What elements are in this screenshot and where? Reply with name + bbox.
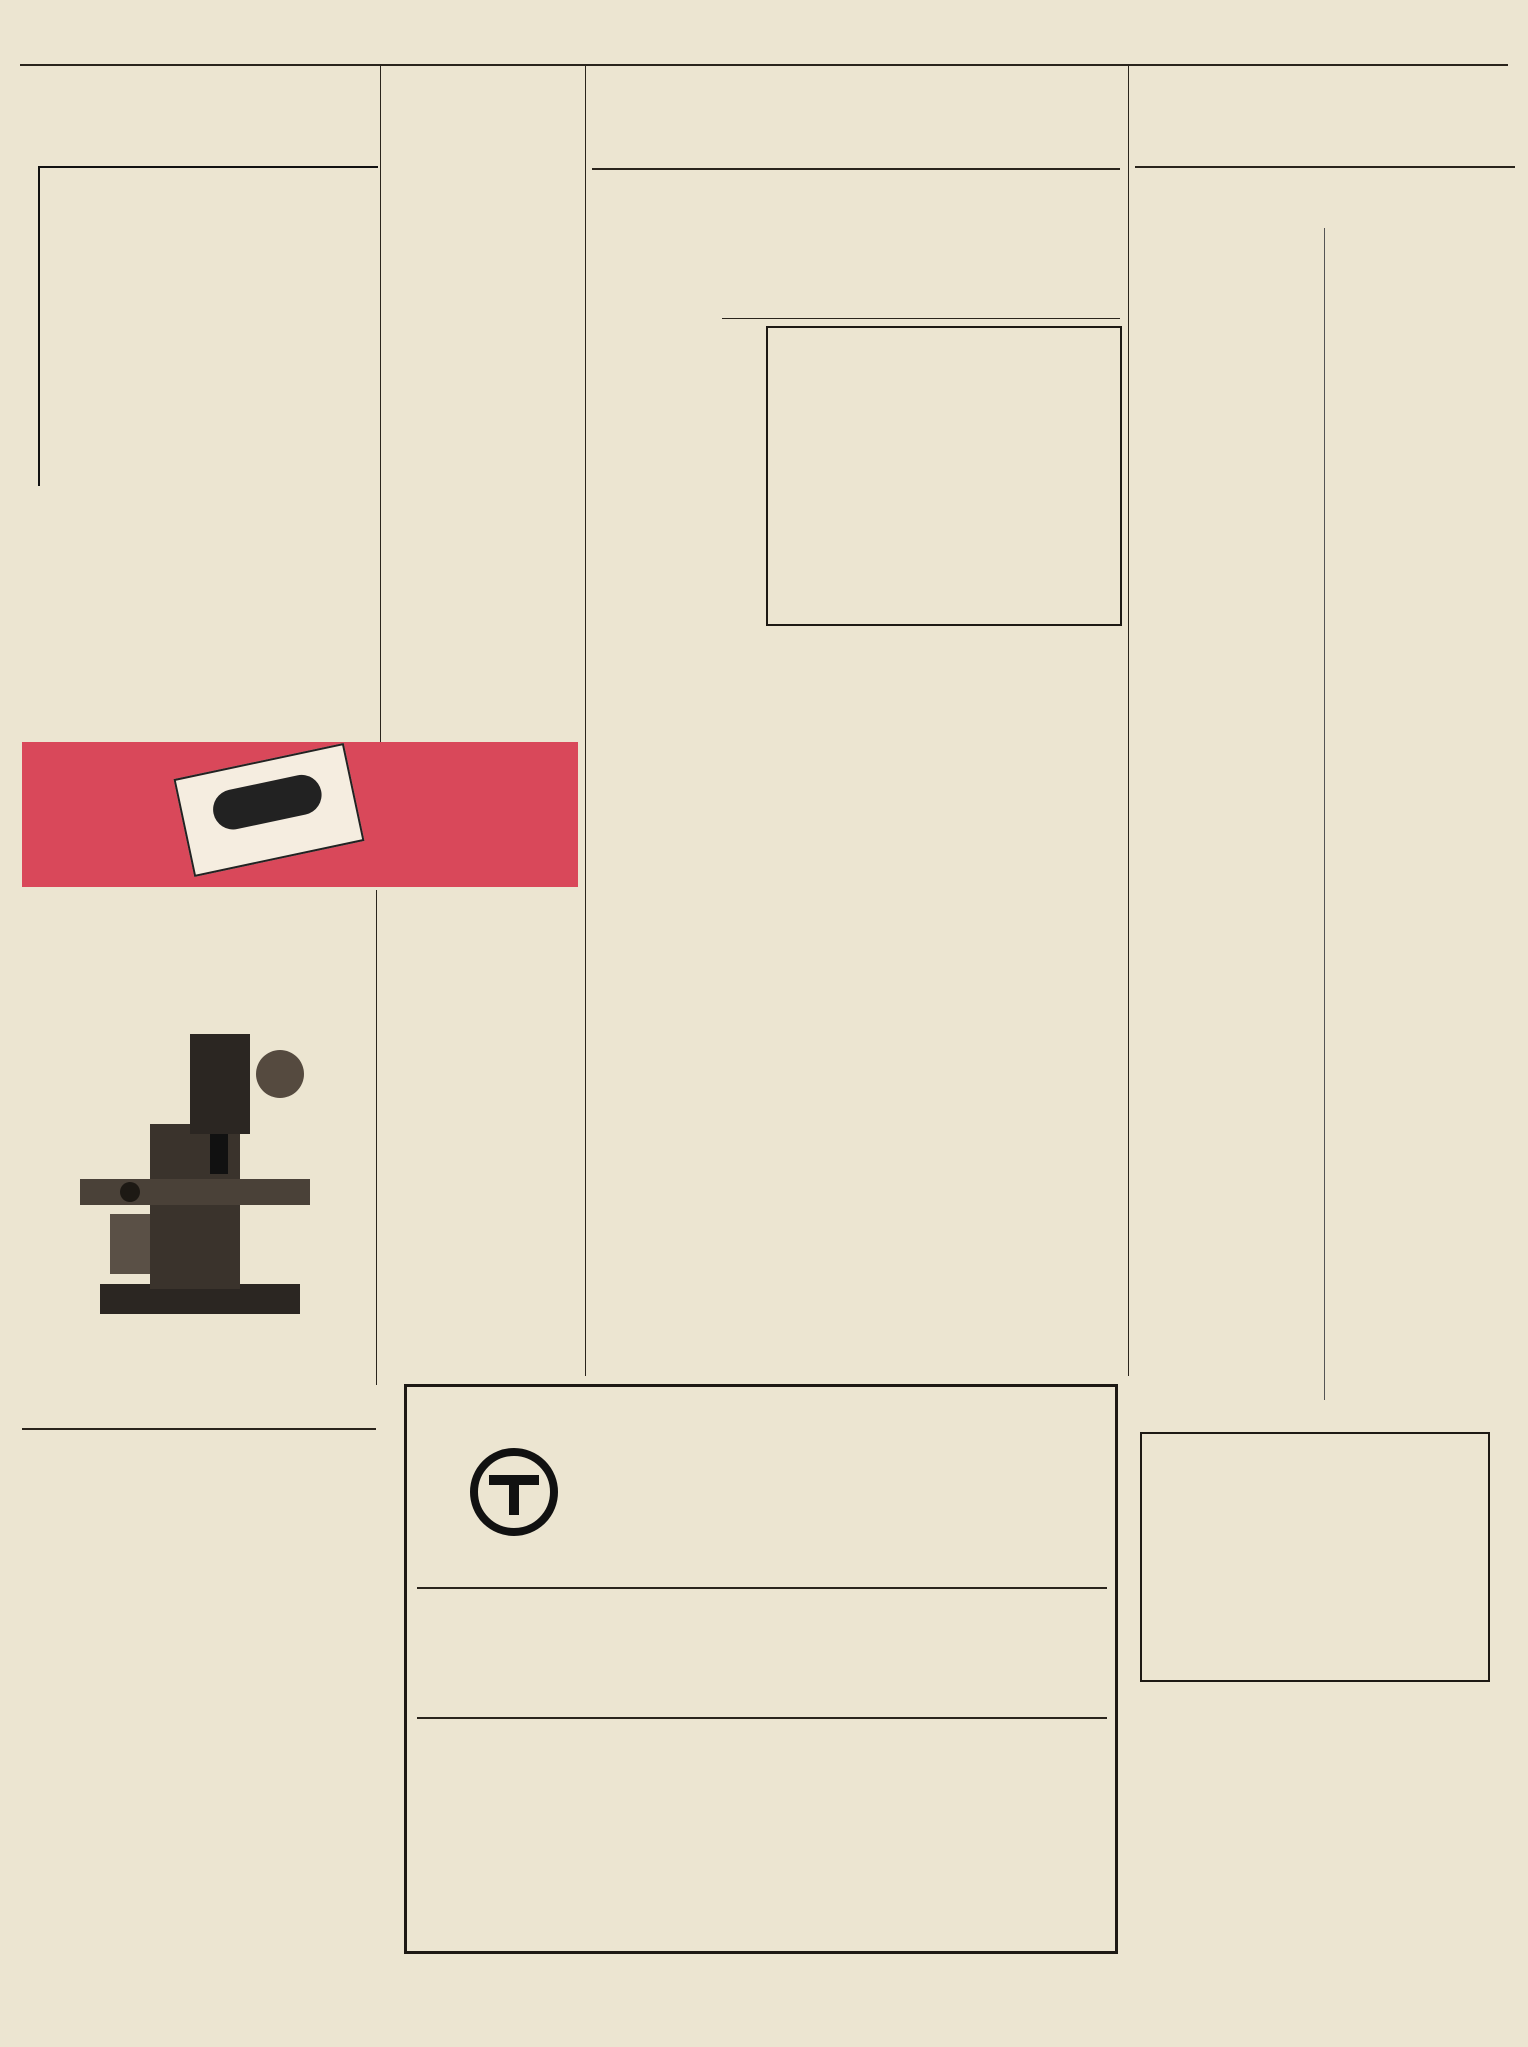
en-line1 (22, 1326, 374, 1348)
competition-text (22, 1480, 376, 2000)
crossword-row-numbers (376, 166, 378, 486)
pump-ad (760, 1148, 960, 1373)
shoe-intro (720, 214, 1120, 314)
crossword-notes (28, 492, 380, 742)
competition-code (200, 1992, 376, 2012)
main-headline (592, 70, 1120, 162)
technohac-ad (404, 1384, 1118, 1954)
heart-subheadline (724, 676, 1120, 700)
code-1 (1140, 1688, 1340, 1706)
tender-1859-code (548, 1340, 718, 1358)
phone-article (1138, 228, 1510, 1400)
code-2 (386, 1358, 586, 1376)
page-label (348, 38, 468, 62)
unions-headline (592, 228, 712, 268)
competition-headline (22, 1436, 376, 1476)
machine-firm-name (22, 938, 374, 968)
tender-1859-sign (386, 1340, 546, 1358)
crossword-column-numbers (38, 144, 378, 164)
tender-1859-text (386, 930, 722, 1340)
en-line2 (22, 1348, 374, 1372)
rooster-icon (209, 771, 325, 833)
pipes-tender-box (1140, 1432, 1490, 1682)
naqqare-box (766, 326, 1122, 626)
machine-firm-tel (22, 990, 374, 1010)
tender-sign (1140, 2000, 1310, 2018)
tender-1859-headline (386, 892, 580, 928)
main-subheadline (592, 180, 1120, 214)
code-4b (1430, 2000, 1490, 2018)
bottom-note (404, 1962, 1118, 2022)
masthead-logo (1135, 60, 1515, 160)
crossword-area (28, 126, 378, 486)
code-3 (22, 2014, 376, 2034)
crossword-solution (388, 410, 578, 750)
code-1b (1400, 1688, 1490, 1706)
en-line5 (22, 1404, 374, 1424)
naqqare-headline (774, 334, 1114, 370)
technohac-logo-icon (429, 1447, 599, 1557)
crossword-grid (38, 166, 378, 486)
crossword-clues (388, 126, 578, 326)
code-2b (600, 1358, 700, 1376)
code-4 (1320, 2000, 1420, 2018)
tender-headline (1140, 1712, 1490, 1742)
issue-meta (1128, 40, 1508, 62)
heart-article (724, 702, 1120, 1142)
machine-firm-intro (22, 896, 374, 936)
phone-headline (1138, 180, 1510, 224)
pipes-headline (1150, 1442, 1480, 1470)
competition-sign (22, 1992, 202, 2012)
gum-ad (22, 742, 578, 887)
crossword-headline (28, 76, 528, 120)
milling-machine-image (40, 1014, 350, 1324)
gum-pack-image (174, 743, 365, 877)
machine-firm-addr (22, 970, 374, 990)
gum-brand (195, 833, 361, 868)
kicker (592, 40, 1152, 62)
heart-headline (724, 632, 1120, 676)
tender-text (1140, 1744, 1490, 1994)
